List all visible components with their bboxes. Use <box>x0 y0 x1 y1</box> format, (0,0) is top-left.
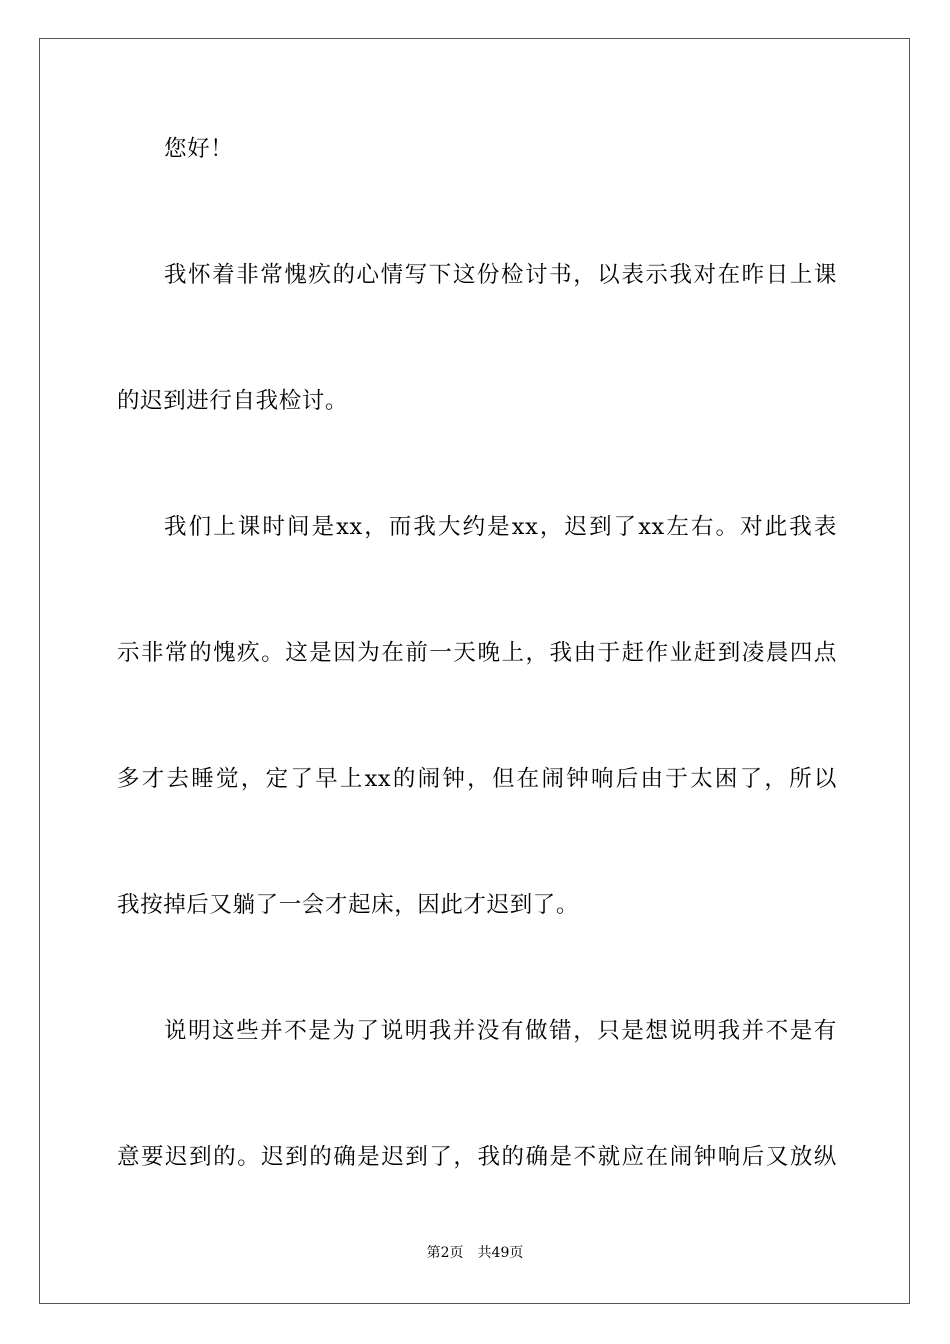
paragraph-line: 说明这些并不是为了说明我并没有做错，只是想说明我并不是有 <box>164 1018 837 1044</box>
paragraph-line: 意要迟到的。迟到的确是迟到了，我的确是不就应在闹钟响后又放纵 <box>117 1144 837 1170</box>
paragraph-line: 我们上课时间是xx，而我大约是xx，迟到了xx左右。对此我表 <box>164 514 837 540</box>
page-number: 第2页 <box>426 1245 464 1261</box>
page-footer <box>0 1244 950 1262</box>
page-frame <box>39 38 910 1304</box>
paragraph-line: 我按掉后又躺了一会才起床，因此才迟到了。 <box>117 892 580 918</box>
paragraph-line: 的迟到进行自我检讨。 <box>117 388 349 414</box>
page-total: 共49页 <box>477 1245 524 1261</box>
paragraph-line: 示非常的愧疚。这是因为在前一天晚上，我由于赶作业赶到凌晨四点 <box>117 640 837 666</box>
paragraph-line: 多才去睡觉，定了早上xx的闹钟，但在闹钟响后由于太困了，所以 <box>117 766 837 792</box>
paragraph-greeting: 您好！ <box>164 136 234 162</box>
paragraph-line: 我怀着非常愧疚的心情写下这份检讨书，以表示我对在昨日上课 <box>164 262 837 288</box>
